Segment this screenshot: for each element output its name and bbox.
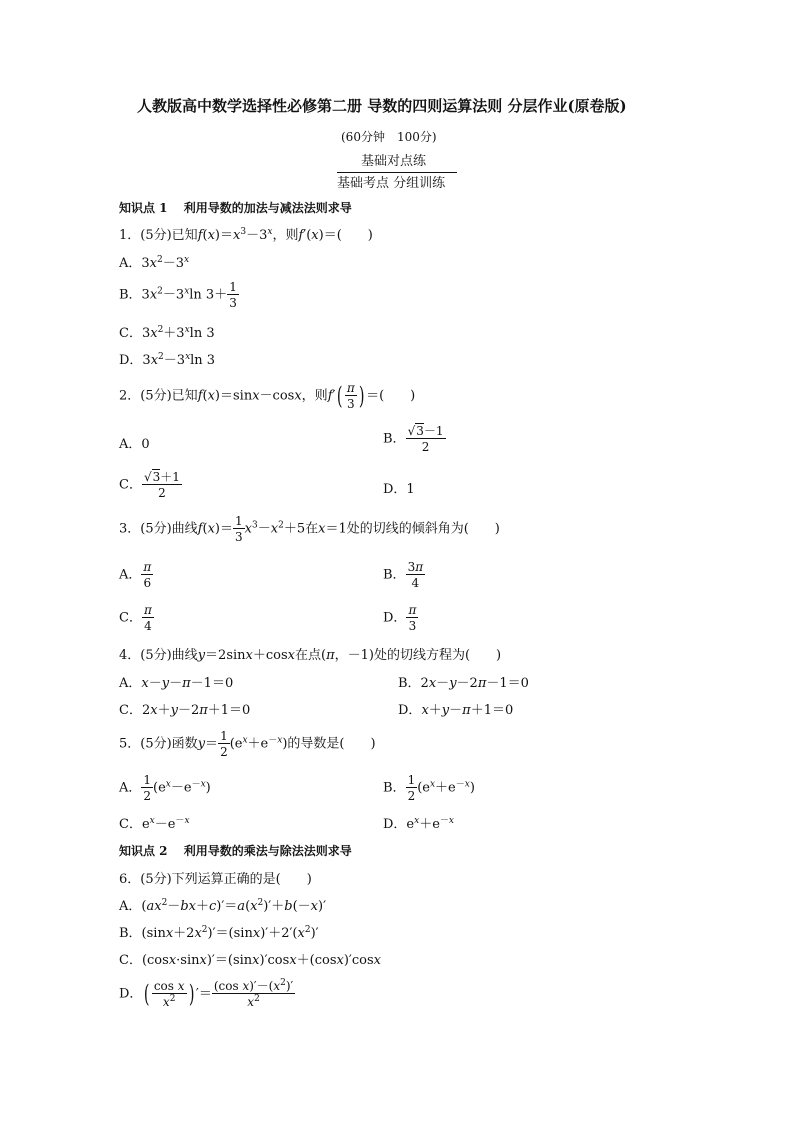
question-4-option-c: C．2x＋y－2π＋1＝0 [119, 703, 251, 718]
question-6-option-b: B．$(\sin x+2x^2)'=(\sin x)'+2'(x^2)'$ [119, 925, 319, 941]
question-2-stem: 2．(5分)已知f(x)＝sinx－cosx，则f′( $\frac{\pi}{3}$ ) ＝( ) [119, 381, 416, 411]
question-3-option-d: D． $\frac{\pi}{3}$ [383, 603, 417, 633]
section-subtitle-text: 基础考点 分组训练 [337, 176, 446, 191]
knowledge-point-2 [119, 845, 352, 857]
question-3-stem: 3．(5分)曲线f(x)＝ $\frac{1}{3}$ $x^3-x^2+5$在x＝1处的切线的倾斜角为( ) [119, 514, 500, 544]
knowledge-point-title: 利用导数的加法与减法法则求导 [183, 201, 352, 215]
question-6-option-d: D．( $\frac{\text{cos x}}{x^2}$ ) ′＝ $\frac{(\cos x)'-(x^2)'}{x^2}$ [119, 978, 294, 1009]
question-1-option-c: C．$3x^2+3^x\ln$ 3 [119, 325, 215, 341]
question-3-option-a: A． $\frac{\pi}{6}$ [119, 560, 152, 590]
question-1-option-b: B．$3x^2-3^x\ln$ 3＋ $\frac{1}{3}$ [119, 280, 237, 310]
question-4-stem: 4．(5分)曲线y＝2sinx＋cosx在点(π，－1)处的切线方程为( ) [119, 648, 502, 663]
knowledge-point-title: 利用导数的乘法与除法法则求导 [183, 844, 352, 858]
question-1-option-a: A．$3x^2-3^x$ [119, 255, 190, 271]
section-title-text: 基础对点练 [361, 154, 427, 169]
time-score-text: (60分钟 100分) [341, 130, 437, 144]
question-5-option-c: C．$e^x-e^{-x}$ [119, 816, 190, 832]
question-5-stem: 5．(5分)函数y＝ $\frac{1}{2}$ $(e^x+e^{-x})$的导数是( ) [119, 729, 376, 759]
question-2-option-c: C． $\frac{√3+1}{2}$ [119, 470, 180, 500]
question-5-option-a: A． $\frac{1}{2}$ $(e^x-e^{-x})$ [119, 773, 211, 803]
fraction: $\frac{1}{3}$ [229, 280, 237, 310]
page-title-text: 人教版高中数学选择性必修第二册 导数的四则运算法则 分层作业(原卷版) [137, 97, 627, 115]
question-6-stem: 6．(5分)下列运算正确的是( ) [119, 872, 312, 887]
page-title [137, 99, 627, 114]
question-4-option-d: D．x＋y－π＋1＝0 [398, 703, 514, 718]
question-5-option-d: D．$e^x+e^{-x}$ [383, 816, 454, 832]
knowledge-point-1 [119, 202, 352, 214]
section-subtitle [337, 177, 445, 190]
knowledge-point-label: 知识点 2 [119, 844, 168, 858]
question-1-option-d: D．$3x^2-3^x\ln$ 3 [119, 352, 216, 368]
knowledge-point-label: 知识点 1 [119, 201, 168, 215]
section-divider [337, 172, 457, 173]
question-3-option-c: C． $\frac{\pi}{4}$ [119, 603, 152, 633]
section-title [361, 155, 426, 168]
question-2-option-b: B． $\frac{√3-1}{2}$ [383, 424, 444, 454]
question-1-stem: 1．(5分)已知$f(x)=x^3-3^x$，则f′(x)＝( ) [119, 227, 373, 243]
question-4-option-a: A．x－y－π－1＝0 [119, 676, 234, 691]
question-4-option-b: B．2x－y－2π－1＝0 [398, 676, 529, 691]
question-3-option-b: B． $\frac{3\pi}{4}$ [383, 560, 424, 590]
question-2-option-a: A．0 [119, 437, 150, 452]
question-6-option-c: C．(cosx·sinx)′＝(sinx)′cosx＋(cosx)′cosx [119, 953, 382, 968]
question-5-option-b: B． $\frac{1}{2}$ $(e^x+e^{-x})$ [383, 773, 475, 803]
question-2-option-d: D．1 [383, 482, 415, 497]
time-score [341, 131, 437, 143]
question-6-option-a: A．$(ax^2-bx+c)'=a(x^2)'+b(-x)'$ [119, 898, 327, 914]
